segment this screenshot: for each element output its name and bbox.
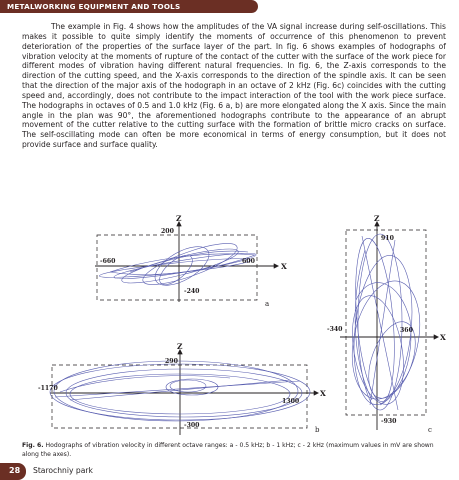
section-title: METALWORKING EQUIPMENT AND TOOLS xyxy=(7,2,181,11)
hodograph-panel-a xyxy=(95,214,287,308)
figure-caption-text: Hodographs of vibration velocity in different octave ranges: a - 0.5 kHz; b - 1 kHz; c - 2 kHz (maximum values in mV are shown along the axes). xyxy=(22,442,434,458)
panel-c-x-min-label: -340 xyxy=(327,326,343,333)
panel-b-x-min-label: -1170 xyxy=(38,385,58,392)
panel-c-z-min-label: -930 xyxy=(381,418,397,425)
panel-b-z-axis-label: Z xyxy=(177,342,183,351)
panel-a-z-min-label: -240 xyxy=(184,288,200,295)
panel-c-letter: c xyxy=(428,426,432,434)
hodograph-panel-c xyxy=(327,214,446,434)
panel-a-z-axis-label: Z xyxy=(176,214,182,223)
panel-a-bounding-box xyxy=(97,235,257,300)
panel-b-bounding-box xyxy=(52,365,307,428)
body-paragraph: The example in Fig. 4 shows how the amplitudes of the VA signal increase during self-oscillations. This makes it possible to quite simply identify the moments of occurrence of this phenomenon to prevent deterioration of the properties of the surface layer of the part. In fig. 6 shows examples of hodographs of vibration velocity at the moments of rupture of the contact of the cutter with the surface of the work piece for different modes of vibration having different natural frequencies. In fig. 6, the Z-axis corresponds to the direction of the cutting speed, and the X-axis corresponds to the direction of the spindle axis. It can be seen that the direction of the major axis of the hodograph in an octave of 2 kHz (Fig. 6c) coincides with the cutting speed and, accordingly, does not contribute to the impact interaction of the tool with the work piece surface. The hodographs in octaves of 0.5 and 1.0 kHz (Fig. 6 a, b) are more elongated along the X axis. Since the main angle in the plan was 90°, the aforementioned hodographs contribute to the appearance of an abrupt movement of the cutter relative to the cutting surface with the formation of brittle micro cracks on surface. The self-oscillating mode can often be more economical in terms of energy consumption, but it does not provide surface and surface quality. xyxy=(22,22,446,150)
panel-c-trace xyxy=(342,234,430,410)
panel-b-x-max-label: 1300 xyxy=(282,398,300,405)
panel-c-z-axis-label: Z xyxy=(374,214,380,223)
hodograph-panel-b xyxy=(38,342,326,435)
figure-caption-label: Fig. 6. xyxy=(22,442,44,449)
panel-a-x-max-label: 600 xyxy=(242,258,255,265)
panel-b-letter: b xyxy=(315,426,320,434)
panel-a-letter: a xyxy=(265,300,270,308)
panel-b-z-min-label: -300 xyxy=(184,422,200,429)
panel-b-x-axis-label: X xyxy=(320,389,326,398)
panel-b-z-max-label: 290 xyxy=(165,358,178,365)
panel-c-x-max-label: 360 xyxy=(400,327,413,334)
figure-caption xyxy=(22,442,444,459)
footer-author: Starochniy park xyxy=(33,466,93,475)
panel-c-x-axis-label: X xyxy=(440,333,446,342)
panel-a-z-max-label: 200 xyxy=(161,228,174,235)
panel-c-z-max-label: 910 xyxy=(381,235,394,242)
page-number: 28 xyxy=(9,466,21,475)
panel-a-x-min-label: -660 xyxy=(100,258,116,265)
panel-a-trace xyxy=(99,236,257,294)
panel-a-x-axis-label: X xyxy=(281,262,287,271)
